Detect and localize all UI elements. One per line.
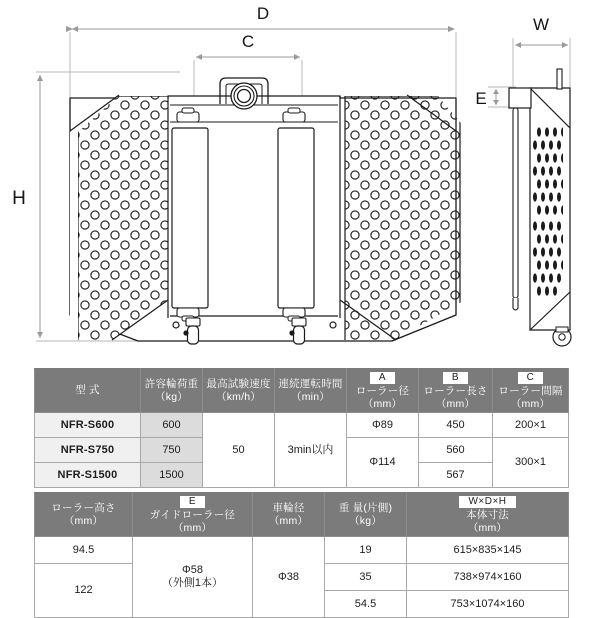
bolt-hole-right — [330, 322, 336, 328]
header-roller-diameter: A ローラー径 （mm） — [347, 369, 419, 413]
specification-table-sub — [34, 492, 569, 618]
guide-roller-bar — [513, 108, 518, 298]
cell-roller-len: 567 — [419, 463, 493, 488]
cell-speed: 50 — [203, 413, 275, 488]
dimension-label-H: H — [12, 188, 26, 209]
header-model: 型 式 — [35, 369, 141, 413]
dim-tag-c: C — [518, 372, 544, 384]
cell-model: NFR-S1500 — [35, 463, 141, 488]
cell-weight: 54.5 — [325, 591, 407, 618]
header-weight: 重 量(片側) （kg） — [325, 493, 407, 537]
cell-model: NFR-S600 — [35, 413, 141, 438]
cell-time: 3min以内 — [275, 413, 347, 488]
cell-body-size: 738×974×160 — [407, 564, 569, 591]
cell-roller-dia: Φ89 — [347, 413, 419, 438]
cell-weight: 35 — [325, 564, 407, 591]
dimension-label-C: C — [241, 32, 255, 51]
cell-model: NFR-S750 — [35, 438, 141, 463]
header-max-test-speed: 最高試験速度 （km/h） — [203, 369, 275, 413]
guide-roller-block — [509, 88, 531, 108]
cell-body-size: 753×1074×160 — [407, 591, 569, 618]
cell-roller-dia: Φ114 — [347, 438, 419, 488]
cell-wheel-dia: Φ38 — [253, 537, 325, 618]
top-pin — [557, 69, 562, 89]
cell-roller-pitch: 300×1 — [493, 438, 569, 488]
header-guide-roller-diameter: E ガイドローラー径 （mm） — [133, 493, 253, 537]
roller-left — [172, 128, 208, 308]
header-continuous-run-time: 連続運転時間 （min） — [275, 369, 347, 413]
table-header-row — [35, 369, 569, 413]
header-roller-spacing: C ローラー間隔 （mm） — [493, 369, 569, 413]
table-row — [35, 537, 569, 564]
cell-load: 1500 — [141, 463, 203, 488]
roller-tester-side-view — [509, 69, 571, 346]
table-header-row — [35, 493, 569, 537]
header-body-dimensions: W×D×H 本体寸法 （mm） — [407, 493, 569, 537]
dimension-label-W: W — [532, 15, 550, 34]
cell-load: 750 — [141, 438, 203, 463]
cell-roller-len: 450 — [419, 413, 493, 438]
center-hub — [231, 83, 257, 109]
cell-guide-roller: Φ58 （外側1本） — [133, 537, 253, 618]
cell-roller-height: 122 — [35, 564, 133, 618]
dim-tag-wdh: W×D×H — [459, 496, 515, 508]
roller-tester-top-view — [70, 78, 460, 344]
specification-table-main — [34, 368, 569, 488]
header-roller-height: ローラー高さ （mm） — [35, 493, 133, 537]
header-roller-length: B ローラー長さ （mm） — [419, 369, 493, 413]
cell-load: 600 — [141, 413, 203, 438]
bolt-hole-left — [173, 322, 179, 328]
dimension-label-D: D — [256, 4, 270, 23]
table-row — [35, 413, 569, 438]
header-allowable-wheel-load: 許容輪荷重 （kg） — [141, 369, 203, 413]
dim-tag-a: A — [370, 372, 395, 384]
caster-side — [553, 327, 571, 346]
cell-roller-pitch: 200×1 — [493, 413, 569, 438]
dimension-label-E: E — [475, 89, 487, 108]
cell-roller-len: 560 — [419, 438, 493, 463]
cell-body-size: 615×835×145 — [407, 537, 569, 564]
dimension-D — [70, 4, 456, 98]
cell-weight: 19 — [325, 537, 407, 564]
roller-right — [278, 128, 314, 308]
cell-roller-height: 94.5 — [35, 537, 133, 564]
header-wheel-diameter: 車輪径 （mm） — [253, 493, 325, 537]
dim-tag-e: E — [180, 496, 205, 508]
dim-tag-b: B — [443, 372, 468, 384]
